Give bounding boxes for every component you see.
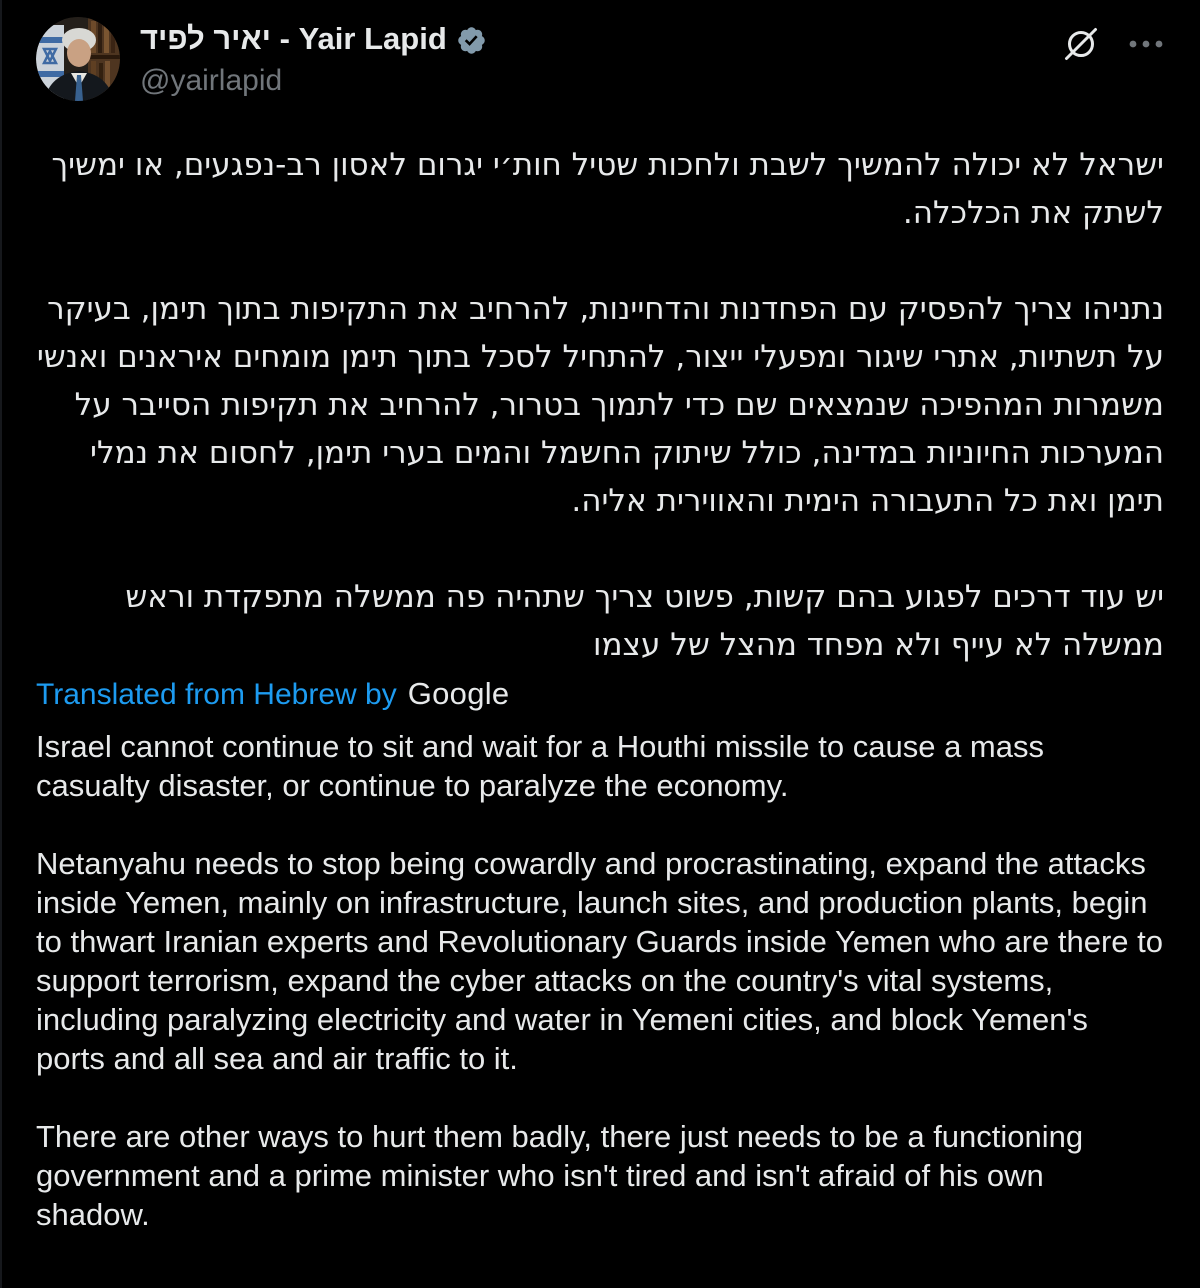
display-name[interactable]: יאיר לפיד - Yair Lapid bbox=[140, 21, 447, 56]
avatar-photo bbox=[36, 17, 120, 101]
translation-attribution[interactable] bbox=[36, 675, 1164, 714]
english-paragraph-2: Netanyahu needs to stop being cowardly and procrastinating, expand the attacks inside Yemen, mainly on infrastructure, launch sites, and production plants, begin to thwart Iranian experts and Revolutionary Guards inside Yemen who are there to support terrorism, expand the cyber attacks on the country's vital systems, including paralyzing electricity and water in Yemeni cities, and block Yemen's ports and all sea and air traffic to it. bbox=[36, 846, 1163, 1076]
hebrew-paragraph-3: יש עוד דרכים לפגוע בהם קשות, פשוט צריך שתהיה פה ממשלה מתפקדת וראש ממשלה לא עייף ולא מפחד מהצל של עצמו bbox=[125, 579, 1164, 663]
translated-text-english bbox=[36, 727, 1164, 1234]
english-paragraph-3: There are other ways to hurt them badly, there just needs to be a functioning government and a prime minister who isn't tired and isn't afraid of his own shadow. bbox=[36, 1119, 1084, 1232]
verified-badge-icon bbox=[456, 25, 487, 56]
ellipsis-more-icon bbox=[1128, 39, 1164, 49]
english-paragraph-1: Israel cannot continue to sit and wait for a Houthi missile to cause a mass casualty disaster, or continue to paralyze the economy. bbox=[36, 729, 1044, 803]
header-actions bbox=[1062, 17, 1164, 63]
translated-from-label: Translated from Hebrew by bbox=[36, 678, 397, 711]
user-identity bbox=[140, 17, 1062, 101]
user-handle[interactable]: @yairlapid bbox=[140, 64, 283, 97]
tweet-body bbox=[36, 141, 1164, 1234]
tweet-header bbox=[36, 17, 1164, 101]
more-button[interactable] bbox=[1128, 39, 1164, 49]
grok-slashed-circle-icon bbox=[1062, 25, 1100, 63]
grok-actions-button[interactable] bbox=[1062, 25, 1100, 63]
avatar[interactable] bbox=[36, 17, 120, 101]
google-wordmark: Google bbox=[407, 676, 510, 711]
hebrew-paragraph-1: ישראל לא יכולה להמשיך לשבת ולחכות שטיל חות׳י יגרום לאסון רב-נפגעים, או ימשיך לשתק את הכלכלה. bbox=[51, 147, 1164, 231]
display-name-row bbox=[140, 17, 1062, 61]
original-text-hebrew bbox=[36, 141, 1164, 669]
hebrew-paragraph-2: נתניהו צריך להפסיק עם הפחדנות והדחיינות, להרחיב את התקיפות בתוך תימן, בעיקר על תשתיות, אתרי שיגור ומפעלי ייצור, להתחיל לסכל בתוך תימן מומחים איראנים ואנשי משמרות המהפיכה שנמצאים שם כדי לתמוך בטרור, להרחיב את תקיפות הסייבר על המערכות החיוניות במדינה, כולל שיתוק החשמל והמים בערי תימן, לחסום את נמלי תימן ואת כל התעבורה הימית והאווירית אליה. bbox=[36, 291, 1164, 519]
